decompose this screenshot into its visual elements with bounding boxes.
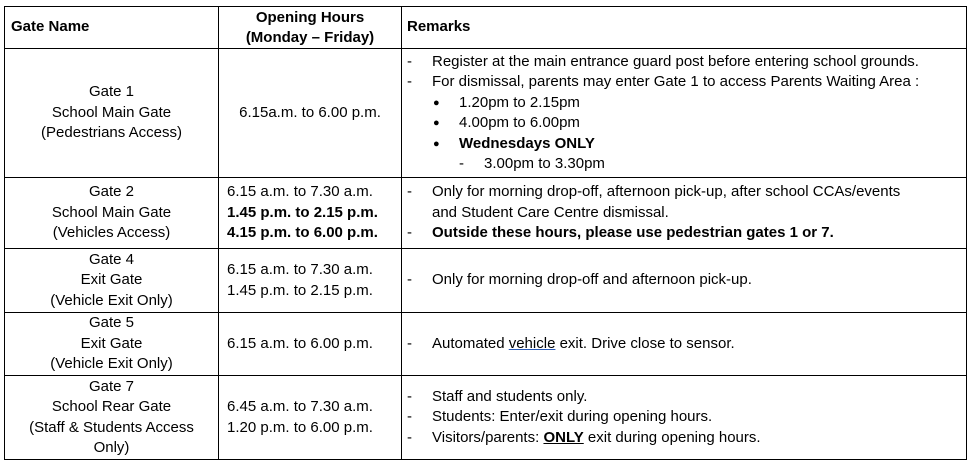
dash-marker: - — [407, 428, 412, 446]
hours-cell — [219, 178, 402, 249]
remark-item: - Visitors/parents: ONLY exit during opening hours. — [407, 428, 966, 449]
gate-hours-table — [4, 6, 967, 460]
dash-marker: - — [407, 387, 412, 405]
remark-item: - Staff and students only. — [407, 387, 966, 408]
header-opening-hours-line1: Opening Hours — [255, 8, 365, 26]
gate-title: School Main Gate — [51, 103, 172, 121]
hours-line: 6.15 a.m. to 6.00 p.m. — [227, 334, 373, 352]
header-row — [5, 7, 967, 49]
bullet-icon: ● — [433, 137, 440, 150]
hours-line: 1.20 p.m. to 6.00 p.m. — [227, 418, 373, 436]
hours-line: 1.45 p.m. to 2.15 p.m. — [227, 203, 378, 221]
remarks-cell — [402, 376, 967, 460]
gate-number: Gate 5 — [88, 314, 135, 332]
hours-line: 4.15 p.m. to 6.00 p.m. — [227, 224, 378, 242]
header-opening-hours — [219, 7, 402, 49]
remark-item: - Outside these hours, please use pedestrian gates 1 or 7. — [407, 223, 966, 244]
table-row-gate-2 — [5, 178, 967, 249]
remark-item: - Automated vehicle exit. Drive close to sensor. — [407, 334, 966, 355]
gate-access: (Pedestrians Access) — [41, 124, 182, 142]
dash-marker: - — [407, 271, 412, 289]
remark-continuation: and Student Care Centre dismissal. — [432, 203, 669, 221]
dash-marker: - — [407, 224, 412, 242]
gate-access-cont: Only) — [93, 439, 130, 456]
gate-access: (Vehicle Exit Only) — [50, 355, 173, 373]
gate-title: Exit Gate — [80, 271, 143, 289]
hours-cell — [219, 313, 402, 376]
remark-item: - Only for morning drop-off and afternoon pick-up. — [407, 270, 966, 291]
header-opening-hours-line2: (Monday – Friday) — [245, 28, 375, 46]
remark-item: - Register at the main entrance guard post before entering school grounds. — [407, 52, 966, 73]
bullet-item: ● Wednesdays ONLY — [407, 134, 966, 155]
dash-marker: - — [407, 183, 412, 201]
header-remarks: Remarks — [402, 7, 967, 49]
table-row-gate-1 — [5, 49, 967, 178]
hours-line: 6.15 a.m. to 7.30 a.m. — [227, 183, 373, 201]
gate-title: School Rear Gate — [51, 398, 172, 415]
hours-cell — [219, 376, 402, 460]
gate-title: Exit Gate — [80, 334, 143, 352]
hours-cell — [219, 249, 402, 313]
hours-line: 6.15a.m. to 6.00 p.m. — [239, 103, 381, 121]
gate-number: Gate 2 — [88, 183, 135, 201]
table-row-gate-5 — [5, 313, 967, 376]
hours-cell — [219, 49, 402, 178]
remarks-cell — [402, 49, 967, 178]
bullet-icon: ● — [433, 117, 440, 129]
bullet-item: ● 4.00pm to 6.00pm — [407, 113, 966, 134]
gate-access: (Staff & Students Access — [29, 418, 194, 436]
dash-marker: - — [407, 408, 412, 426]
dash-marker: - — [407, 334, 412, 352]
dash-marker: - — [407, 73, 412, 90]
gate-name-cell — [5, 313, 219, 376]
gate-name-cell — [5, 49, 219, 178]
table-row-gate-4 — [5, 249, 967, 313]
gate-name-cell — [5, 178, 219, 249]
gate-number: Gate 7 — [88, 377, 135, 395]
gate-name-cell — [5, 376, 219, 460]
dash-marker: - — [459, 155, 464, 172]
dash-marker: - — [407, 52, 412, 70]
hours-line: 6.15 a.m. to 7.30 a.m. — [227, 261, 373, 278]
remark-item: - Only for morning drop-off, afternoon pick-up, after school CCAs/events — [407, 182, 966, 203]
gate-name-cell — [5, 249, 219, 313]
remark-item: - For dismissal, parents may enter Gate 1 to access Parents Waiting Area : — [407, 72, 966, 93]
gate-number: Gate 4 — [88, 250, 135, 268]
remarks-cell — [402, 313, 967, 376]
bullet-item: ● 1.20pm to 2.15pm — [407, 93, 966, 114]
gate-access: (Vehicles Access) — [52, 224, 171, 242]
header-gate-name: Gate Name — [5, 7, 219, 49]
remarks-cell — [402, 178, 967, 249]
hours-line: 6.45 a.m. to 7.30 a.m. — [227, 398, 373, 415]
sub-item: - 3.00pm to 3.30pm — [407, 154, 966, 175]
gate-title: School Main Gate — [51, 203, 172, 221]
only-emphasis: ONLY — [543, 428, 584, 446]
table-row-gate-7 — [5, 376, 967, 460]
bullet-icon: ● — [433, 96, 440, 109]
hours-line: 1.45 p.m. to 2.15 p.m. — [227, 281, 373, 299]
gate-access: (Vehicle Exit Only) — [50, 291, 173, 309]
remark-item: - Students: Enter/exit during opening hours. — [407, 407, 966, 428]
vehicle-word: vehicle — [508, 334, 556, 352]
gate-number: Gate 1 — [88, 83, 135, 101]
remarks-cell — [402, 249, 967, 313]
